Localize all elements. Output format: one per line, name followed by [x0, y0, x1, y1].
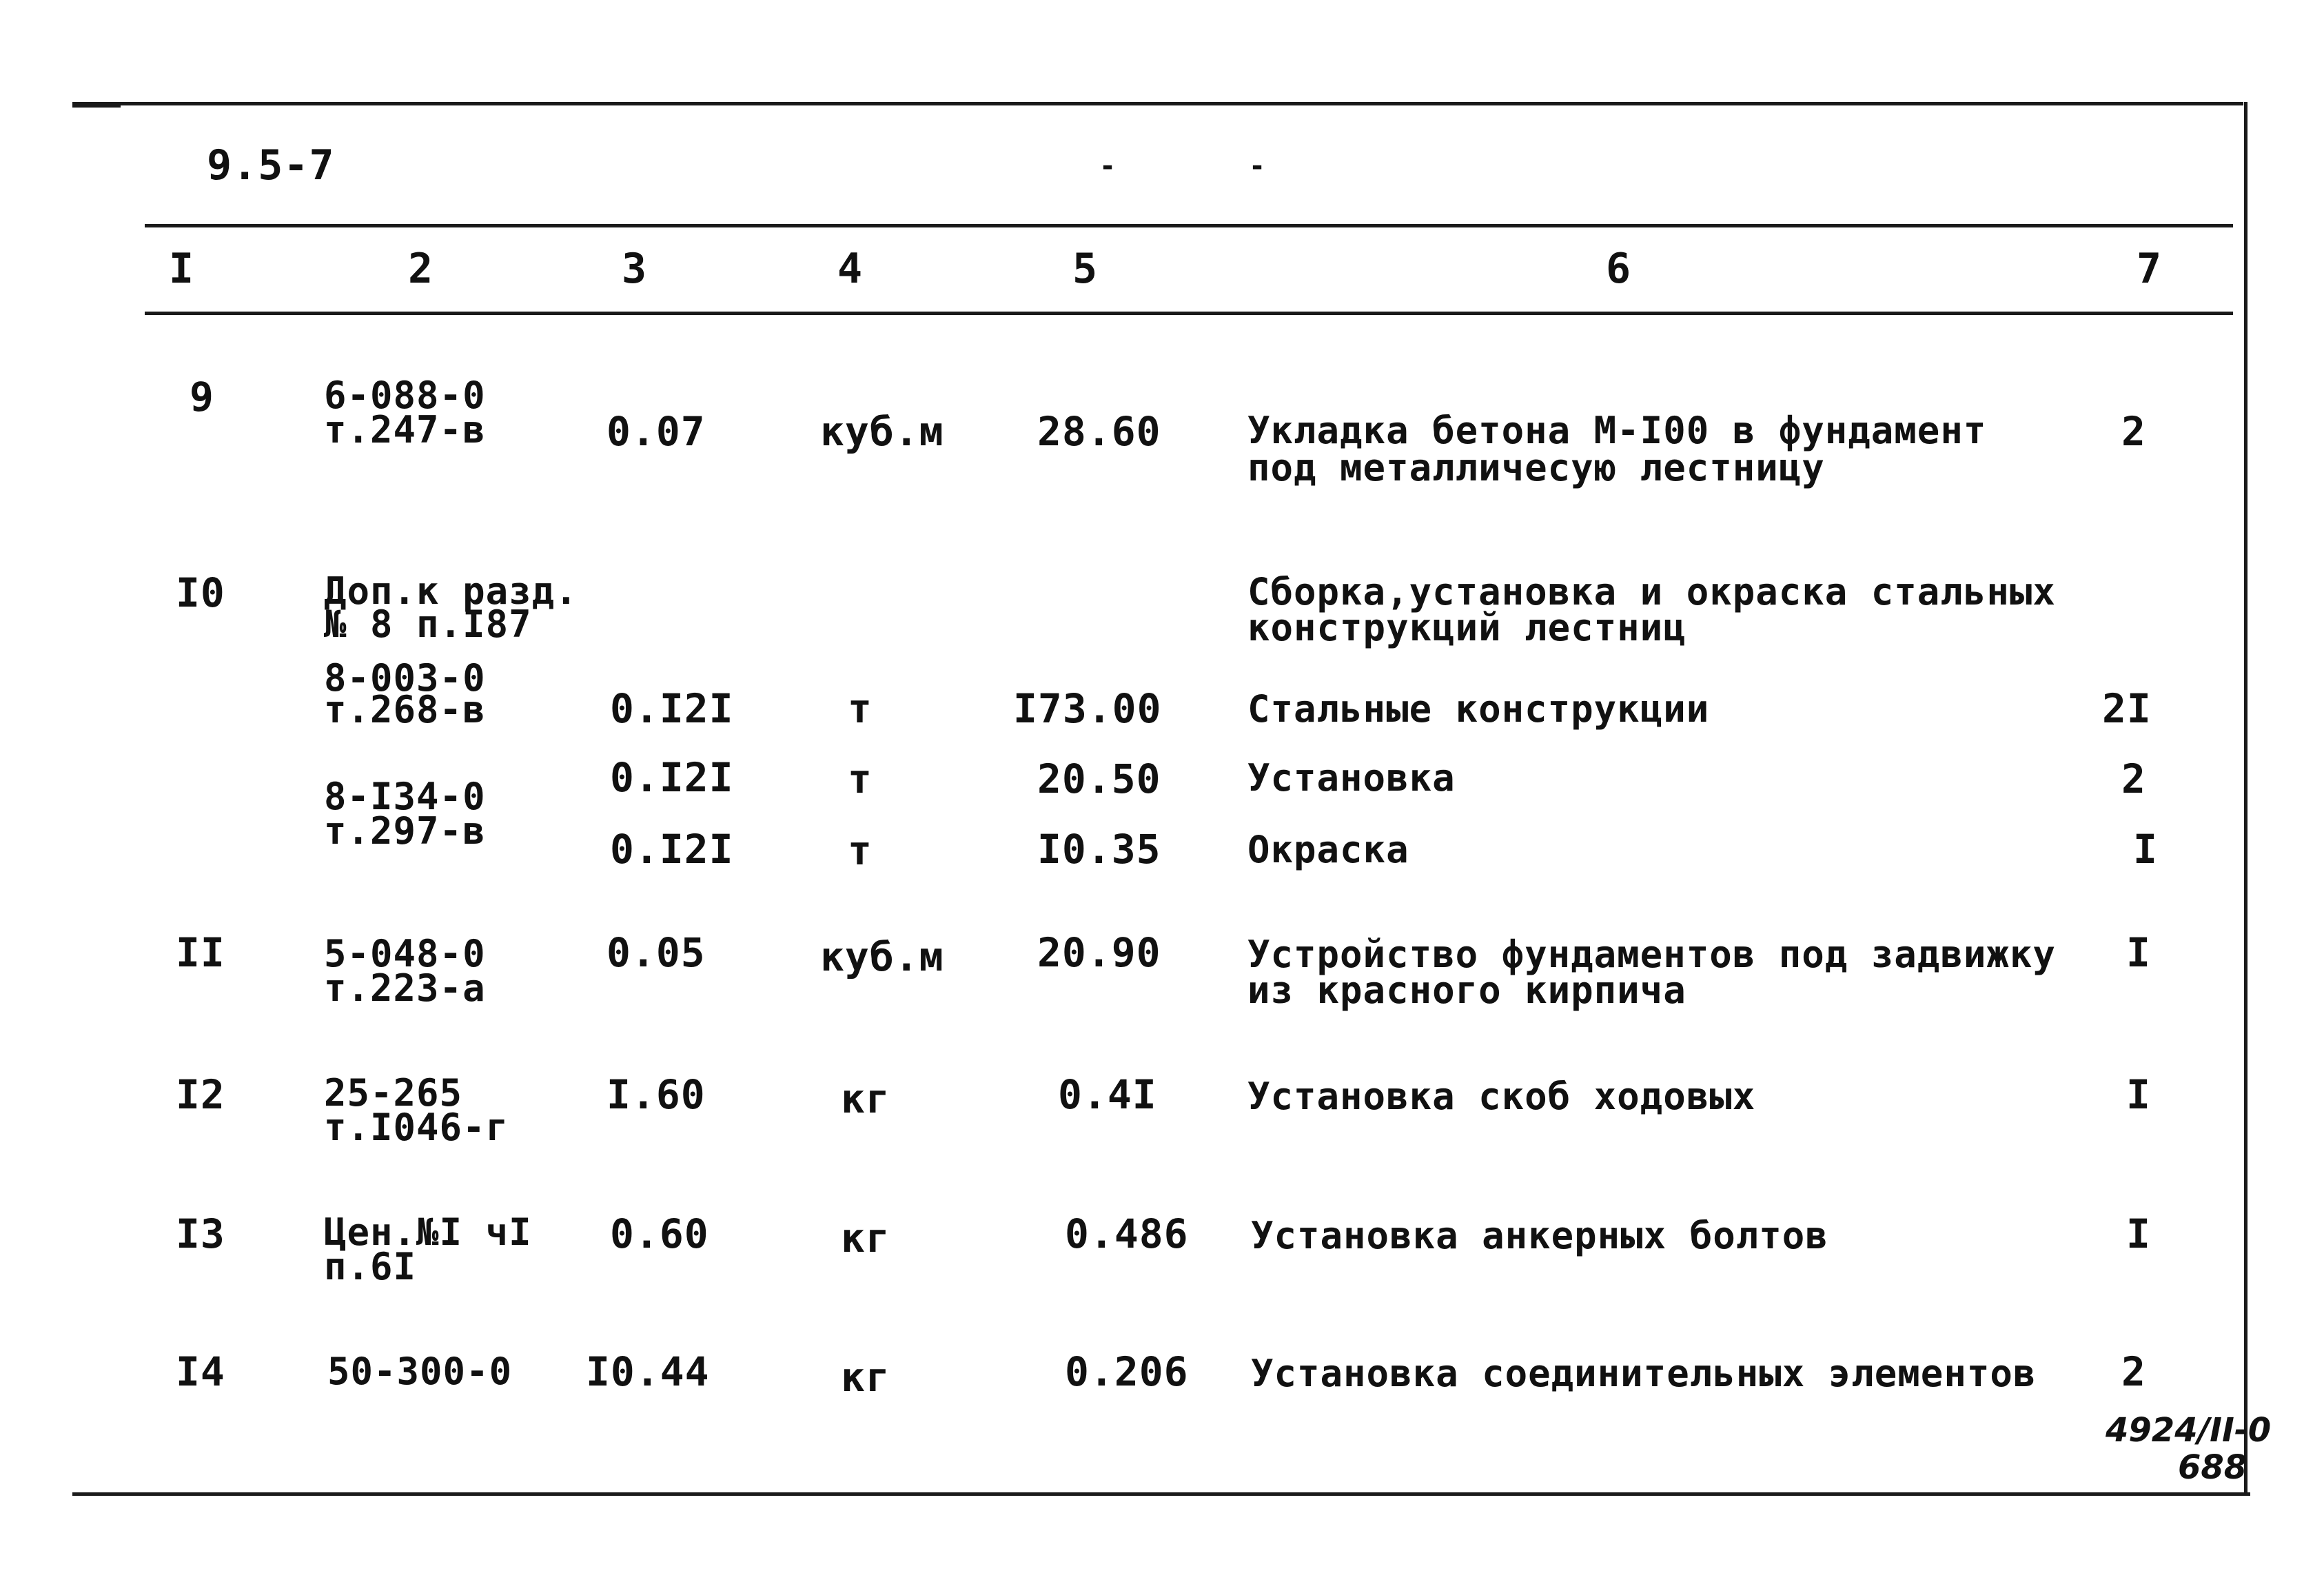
quantity: 0.I2I — [610, 826, 734, 873]
column-7-value: I — [2126, 929, 2151, 976]
quantity: 0.I2I — [610, 754, 734, 801]
column-7-value: I — [2133, 826, 2158, 873]
norm-code: т.247-в — [324, 408, 486, 451]
top-border — [72, 102, 2243, 105]
row-number: I2 — [176, 1071, 225, 1118]
norm-code: № 8 п.I87 — [324, 602, 532, 646]
column-7-value: I — [2126, 1071, 2151, 1118]
unit: куб.м — [820, 933, 944, 980]
column-header: 7 — [2137, 245, 2163, 293]
norm-code: 8-I34-0 — [324, 775, 486, 818]
norm-code: т.268-в — [324, 688, 486, 731]
unit-price: 20.90 — [1037, 929, 1161, 976]
quantity: 0.07 — [607, 408, 706, 455]
document-id: 9.5-7 — [207, 141, 335, 190]
norm-code: 8-003-0 — [324, 656, 486, 700]
norm-code: п.6I — [324, 1245, 417, 1288]
quantity: I0.44 — [586, 1348, 710, 1395]
unit-price: 0.4I — [1058, 1071, 1157, 1118]
unit: кг — [841, 1215, 890, 1261]
unit-price: 20.50 — [1037, 755, 1161, 802]
column-7-value: 2I — [2102, 685, 2152, 732]
description: Установка скоб ходовых — [1247, 1075, 1756, 1118]
norm-code: 5-048-0 — [324, 932, 486, 975]
column-header: 3 — [622, 245, 648, 293]
unit-price: I73.00 — [1013, 685, 1162, 732]
norm-code: Доп.к разд. — [324, 569, 578, 613]
description: из красного кирпича — [1247, 968, 1686, 1012]
quantity: 0.05 — [607, 929, 706, 976]
header-mark: - — [1099, 150, 1117, 182]
unit-price: 0.206 — [1065, 1348, 1189, 1395]
norm-code: 50-300-0 — [327, 1350, 513, 1393]
unit: кг — [841, 1075, 890, 1122]
unit-price: 0.486 — [1065, 1210, 1189, 1257]
description: под металличесую лестницу — [1247, 446, 1825, 489]
description: конструкций лестниц — [1247, 606, 1686, 649]
quantity: I.60 — [607, 1071, 706, 1118]
description: Установка соединительных элементов — [1251, 1352, 2037, 1395]
column-header: 6 — [1606, 245, 1632, 293]
sheet-number-stamp: 688 — [2178, 1448, 2247, 1487]
row-number: I0 — [176, 569, 225, 616]
unit-price: I0.35 — [1037, 826, 1161, 873]
column-header: 2 — [408, 245, 434, 293]
row-number: I4 — [176, 1348, 225, 1395]
column-7-value: I — [2126, 1210, 2151, 1257]
quantity: 0.I2I — [610, 685, 734, 732]
unit: т — [848, 685, 873, 732]
archive-stamp: 4924/II-0 — [2106, 1411, 2272, 1450]
norm-code: 25-265 — [324, 1071, 463, 1115]
quantity: 0.60 — [610, 1210, 709, 1257]
bottom-border — [72, 1492, 2250, 1496]
row-number: II — [176, 929, 225, 976]
norm-code: 6-088-0 — [324, 374, 486, 417]
right-border — [2244, 102, 2247, 1494]
unit: кг — [841, 1354, 890, 1401]
unit-price: 28.60 — [1037, 408, 1161, 455]
column-header: 4 — [837, 245, 864, 293]
column-header: 5 — [1072, 245, 1099, 293]
description: Окраска — [1247, 828, 1409, 871]
unit: т — [848, 827, 873, 874]
description: Установка анкерных болтов — [1251, 1214, 1828, 1257]
column-7-value: 2 — [2121, 755, 2146, 802]
column-header: I — [169, 245, 195, 293]
unit: т — [848, 755, 873, 802]
norm-code: т.223-а — [324, 966, 486, 1010]
norm-code: Цен.№I чI — [324, 1210, 532, 1254]
header-mark: - — [1249, 150, 1266, 182]
header-top-rule — [145, 224, 2233, 227]
description: Сборка,установка и окраска стальных — [1247, 570, 2056, 613]
description: Устройство фундаментов под задвижку — [1247, 933, 2056, 976]
column-7-value: 2 — [2121, 1348, 2146, 1395]
top-border-left-dashes — [72, 105, 121, 108]
description: Стальные конструкции — [1247, 687, 1710, 731]
column-7-value: 2 — [2121, 408, 2146, 455]
row-number: 9 — [190, 374, 214, 420]
norm-code: т.I046-г — [324, 1106, 509, 1149]
norm-code: т.297-в — [324, 809, 486, 853]
description: Укладка бетона М-I00 в фундамент — [1247, 409, 1987, 452]
unit: куб.м — [820, 408, 944, 455]
row-number: I3 — [176, 1210, 225, 1257]
description: Установка — [1247, 756, 1456, 800]
header-bottom-rule — [145, 312, 2233, 315]
